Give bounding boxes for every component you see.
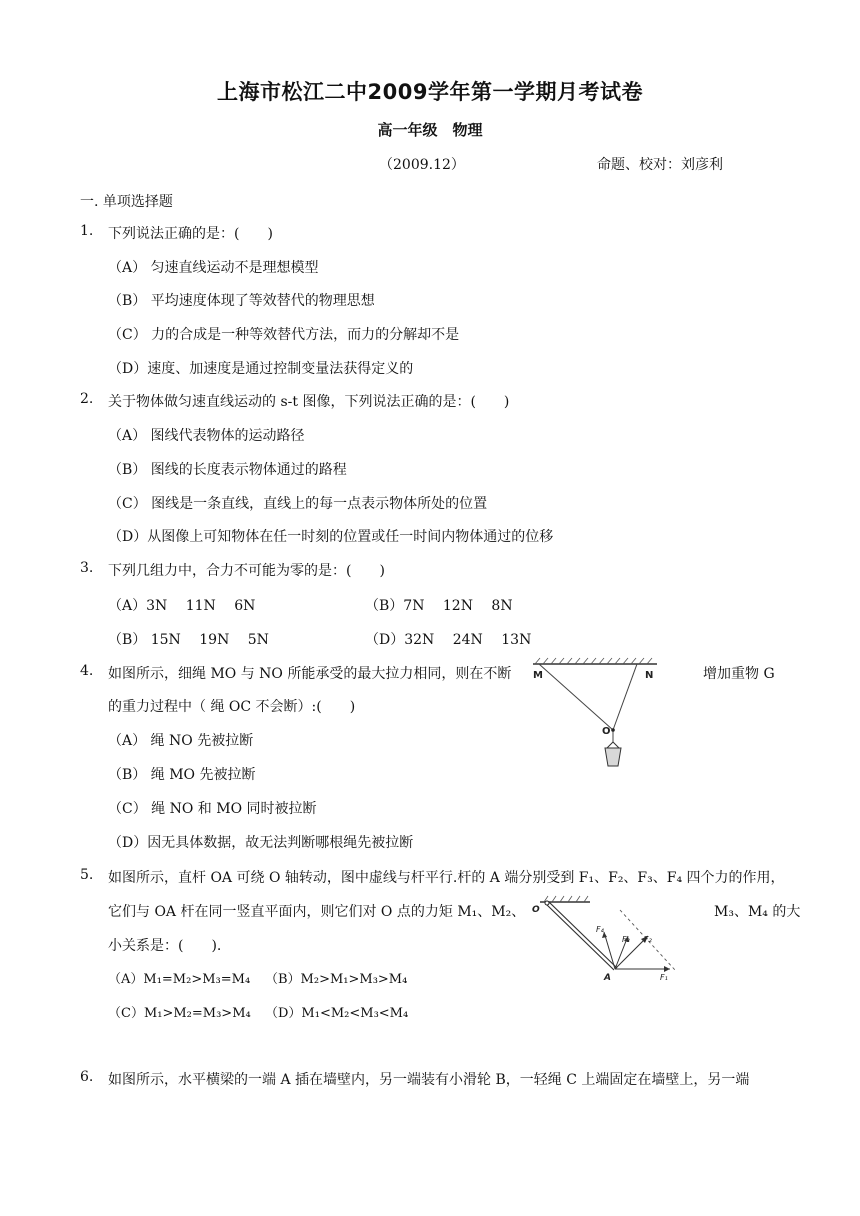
option-d: （D）因无具体数据，故无法判断哪根绳先被拉断 bbox=[108, 835, 414, 851]
option-d: （D）M₁<M₂<M₃<M₄ bbox=[265, 1006, 409, 1021]
option-a: （A）M₁=M₂>M₃=M₄ bbox=[108, 972, 251, 987]
pivot-o bbox=[545, 901, 549, 905]
option-c: （B） 15N 19N 5N bbox=[108, 632, 269, 648]
option-b: （B）7N 12N 8N bbox=[365, 598, 513, 614]
weight-hook bbox=[607, 742, 619, 748]
rod-forces-figure bbox=[530, 890, 680, 985]
label-f3: F₃ bbox=[622, 935, 630, 944]
option-c: （C） 力的合成是一种等效替代方法，而力的分解却不是 bbox=[108, 327, 460, 343]
question-number: 5. bbox=[80, 867, 94, 883]
label-f4: F₄ bbox=[596, 925, 604, 934]
option-c: （C） 绳 NO 和 MO 同时被拉断 bbox=[108, 801, 317, 817]
rope-weight-figure bbox=[525, 656, 665, 776]
label-m: M bbox=[533, 670, 543, 681]
option-a: （A）3N 11N 6N bbox=[108, 598, 256, 614]
force-vectors bbox=[604, 932, 670, 969]
question-number: 3. bbox=[80, 560, 94, 576]
question-stem-line1: 如图所示，直杆 OA 可绕 O 轴转动，图中虚线与杆平行.杆的 A 端分别受到 F₁、F₂、F₃、F₄ 四个力的作用， bbox=[108, 870, 785, 886]
label-o: O bbox=[602, 726, 611, 737]
question-stem-line2: 的重力过程中（ 绳 OC 不会断）:( ) bbox=[108, 699, 356, 715]
ceiling-hatch bbox=[544, 896, 588, 902]
rope-no bbox=[613, 664, 637, 730]
exam-subtitle: 高一年级 物理 bbox=[377, 121, 483, 139]
question-number: 4. bbox=[80, 663, 94, 679]
option-a: （A） 绳 NO 先被拉断 bbox=[108, 733, 254, 749]
force-arrowheads bbox=[602, 932, 670, 972]
question-stem-left: 如图所示，细绳 MO 与 NO 所能承受的最大拉力相同，则在不断 bbox=[108, 666, 512, 682]
label-o: O bbox=[532, 905, 540, 915]
label-a: A bbox=[604, 973, 611, 983]
exam-title: 上海市松江二中2009学年第一学期月考试卷 bbox=[217, 80, 643, 104]
rope-mo bbox=[539, 664, 613, 730]
question-stem-line2-left: 它们与 OA 杆在同一竖直平面内，则它们对 O 点的力矩 M₁、M₂、 bbox=[108, 904, 526, 920]
option-b: （B） 平均速度体现了等效替代的物理思想 bbox=[108, 293, 375, 309]
weight-g bbox=[605, 748, 621, 766]
ceiling-hatch bbox=[535, 658, 652, 664]
option-d: （D）从图像上可知物体在任一时刻的位置或任一时间内物体通过的位移 bbox=[108, 529, 554, 545]
question-number: 6. bbox=[80, 1069, 94, 1085]
question-stem: 下列说法正确的是：( ) bbox=[108, 226, 273, 242]
option-d: （D）32N 24N 13N bbox=[365, 632, 532, 648]
label-n: N bbox=[645, 670, 654, 681]
option-a: （A） 图线代表物体的运动路径 bbox=[108, 428, 305, 444]
question-stem-line2-right: M₃、M₄ 的大 bbox=[714, 904, 801, 920]
option-c: （C）M₁>M₂=M₃>M₄ bbox=[108, 1006, 251, 1021]
label-f2: F₂ bbox=[644, 935, 652, 944]
section-heading: 一. 单项选择题 bbox=[80, 194, 173, 210]
exam-date: （2009.12） bbox=[379, 157, 465, 173]
option-c: （C） 图线是一条直线，直线上的每一点表示物体所处的位置 bbox=[108, 496, 488, 512]
question-stem-right: 增加重物 G bbox=[703, 666, 775, 682]
question-stem-line3: 小关系是：( ). bbox=[108, 938, 222, 954]
option-a: （A） 匀速直线运动不是理想模型 bbox=[108, 260, 319, 276]
question-stem: 关于物体做匀速直线运动的 s-t 图像，下列说法正确的是：( ) bbox=[108, 394, 510, 410]
question-stem: 下列几组力中，合力不可能为零的是：( ) bbox=[108, 563, 385, 579]
question-number: 1. bbox=[80, 223, 94, 239]
label-f1: F₁ bbox=[660, 973, 668, 982]
knot-o bbox=[611, 728, 615, 732]
option-b: （B）M₂>M₁>M₃>M₄ bbox=[265, 972, 408, 987]
question-number: 2. bbox=[80, 391, 94, 407]
option-d: （D）速度、加速度是通过控制变量法获得定义的 bbox=[108, 361, 414, 377]
option-b: （B） 绳 MO 先被拉断 bbox=[108, 767, 256, 783]
question-stem: 如图所示，水平横梁的一端 A 插在墙壁内，另一端装有小滑轮 B，一轻绳 C 上端固定在墙壁上，另一端 bbox=[108, 1072, 750, 1088]
option-b: （B） 图线的长度表示物体通过的路程 bbox=[108, 462, 347, 478]
exam-author: 命题、校对：刘彦利 bbox=[597, 157, 723, 173]
